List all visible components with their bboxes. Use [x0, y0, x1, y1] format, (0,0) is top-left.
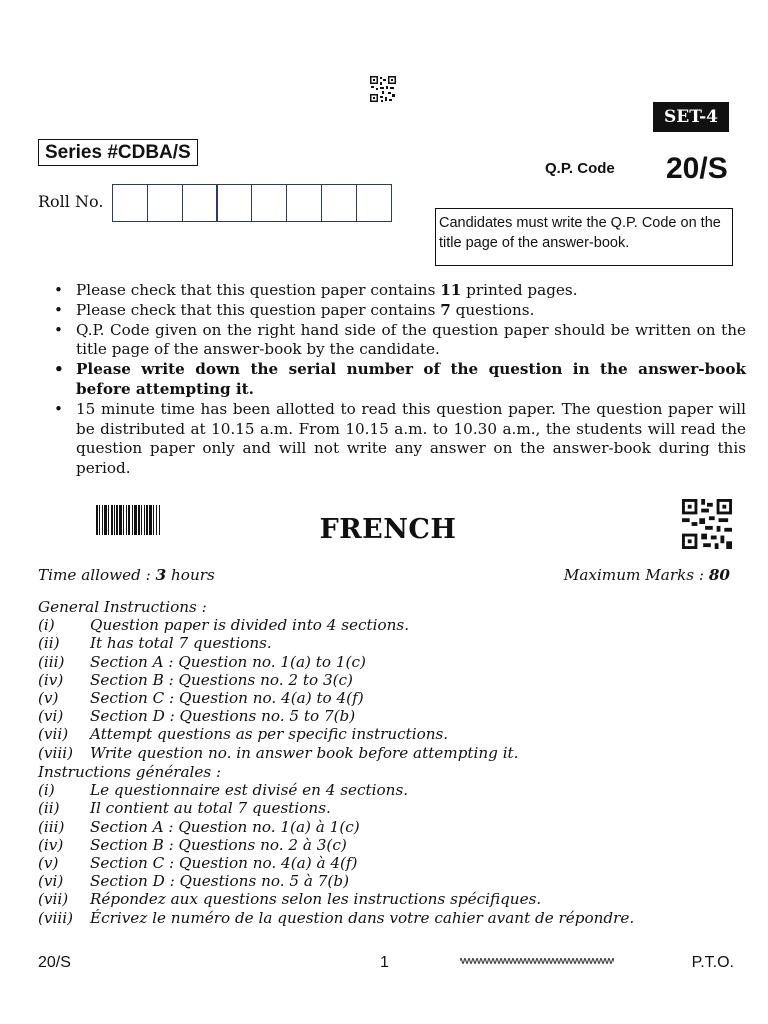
roll-number-box[interactable]	[147, 184, 183, 222]
series-label: Series #CDBA/S	[38, 139, 198, 166]
instruction-number: (v)	[38, 854, 59, 873]
instruction-item	[38, 634, 738, 652]
general-instructions	[38, 598, 738, 762]
instruction-number: (i)	[38, 616, 55, 635]
instruction-text: Section B : Questions no. 2 à 3(c)	[90, 835, 347, 854]
instruction-number: (ii)	[38, 799, 60, 818]
instruction-number: (ii)	[38, 634, 60, 653]
instruction-number: (iv)	[38, 835, 64, 854]
instruction-bullet: • Q.P. Code given on the right hand side of the question paper should be written on the title page of the answer-book by the candidate.	[76, 321, 746, 361]
instruction-text: Section A : Question no. 1(a) to 1(c)	[90, 652, 366, 671]
instruction-bullet: • Please check that this question paper contains 11 printed pages.	[76, 281, 746, 301]
roll-number-box[interactable]	[216, 184, 252, 222]
roll-number-box[interactable]	[251, 184, 287, 222]
roll-number-box[interactable]	[286, 184, 322, 222]
roll-number-label: Roll No.	[38, 192, 104, 211]
instruction-number: (iv)	[38, 670, 64, 689]
instruction-item	[38, 854, 738, 872]
time-allowed-value: 3	[155, 566, 167, 584]
instruction-number: (vi)	[38, 872, 64, 891]
qr-code-icon	[370, 76, 396, 102]
roll-number-box[interactable]	[356, 184, 392, 222]
instruction-text: It has total 7 questions.	[90, 634, 272, 653]
instruction-number: (viii)	[38, 908, 74, 927]
time-allowed: Time allowed : 3 hours	[38, 566, 215, 584]
instruction-text: Il contient au total 7 questions.	[90, 799, 331, 818]
roll-number-box[interactable]	[112, 184, 148, 222]
instruction-text: Section C : Question no. 4(a) to 4(f)	[90, 689, 364, 708]
instruction-item	[38, 799, 738, 817]
instruction-bullet: • Please write down the serial number of the question in the answer-book before attempting it.	[76, 360, 746, 400]
instruction-item	[38, 689, 738, 707]
set-badge: SET-4	[653, 102, 729, 132]
instruction-text: Section D : Questions no. 5 to 7(b)	[90, 707, 356, 726]
instruction-text: Section B : Questions no. 2 to 3(c)	[90, 670, 353, 689]
instruction-number: (iii)	[38, 652, 65, 671]
instruction-item	[38, 781, 738, 799]
maximum-marks-value: 80	[708, 566, 730, 584]
instruction-item	[38, 653, 738, 671]
instruction-number: (vi)	[38, 707, 64, 726]
footer-pto: P.T.O.	[691, 954, 734, 971]
instruction-number: (i)	[38, 781, 55, 800]
instruction-item	[38, 909, 738, 927]
instruction-item	[38, 707, 738, 725]
instruction-item	[38, 725, 738, 743]
instruction-bullet: • 15 minute time has been allotted to read this question paper. The question paper will be distributed at 10.15 a.m. From 10.15 a.m. to 10.30 a.m., the students will read the question paper only and will not write any answer on the answer-book during this period.	[76, 400, 746, 479]
instruction-number: (iii)	[38, 817, 65, 836]
instruction-text: Le questionnaire est divisé en 4 sections.	[90, 781, 409, 800]
subject-title: FRENCH	[319, 514, 457, 545]
qp-code-value: 20/S	[666, 152, 728, 185]
footer-page-number: 1	[380, 954, 389, 971]
instruction-item	[38, 818, 738, 836]
instruction-number: (vii)	[38, 725, 69, 744]
qr-code-icon	[682, 499, 732, 549]
instruction-item	[38, 836, 738, 854]
instruction-number: (vii)	[38, 890, 69, 909]
roll-number-box[interactable]	[321, 184, 357, 222]
wavy-line-icon	[460, 955, 614, 967]
instruction-bullet: • Please check that this question paper contains 7 questions.	[76, 301, 746, 321]
instruction-text: Écrivez le numéro de la question dans votre cahier avant de répondre.	[90, 908, 635, 927]
roll-number-boxes	[112, 184, 392, 222]
instruction-item	[38, 671, 738, 689]
instructions-generales-heading: Instructions générales :	[38, 763, 222, 781]
qp-code-label: Q.P. Code	[545, 160, 615, 177]
instruction-item	[38, 616, 738, 634]
instruction-number: (v)	[38, 689, 59, 708]
roll-number-box[interactable]	[182, 184, 218, 222]
instruction-item	[38, 744, 738, 762]
general-instructions-heading: General Instructions :	[38, 598, 207, 616]
instruction-item	[38, 890, 738, 908]
instruction-text: Section D : Questions no. 5 à 7(b)	[90, 872, 350, 891]
qp-code-notice: Candidates must write the Q.P. Code on the title page of the answer-book.	[435, 208, 733, 266]
instruction-text: Section C : Question no. 4(a) à 4(f)	[90, 854, 358, 873]
maximum-marks: Maximum Marks : 80	[563, 566, 730, 584]
check-instructions-list	[52, 281, 746, 479]
instruction-item	[38, 872, 738, 890]
instruction-text: Répondez aux questions selon les instructions spécifiques.	[90, 890, 542, 909]
instruction-text: Section A : Question no. 1(a) à 1(c)	[90, 817, 360, 836]
instruction-number: (viii)	[38, 743, 74, 762]
instruction-text: Attempt questions as per specific instructions.	[90, 725, 449, 744]
footer-qp-code: 20/S	[38, 954, 71, 971]
instruction-text: Question paper is divided into 4 sections.	[90, 616, 410, 635]
instructions-generales	[38, 763, 738, 927]
instruction-text: Write question no. in answer book before attempting it.	[90, 743, 519, 762]
